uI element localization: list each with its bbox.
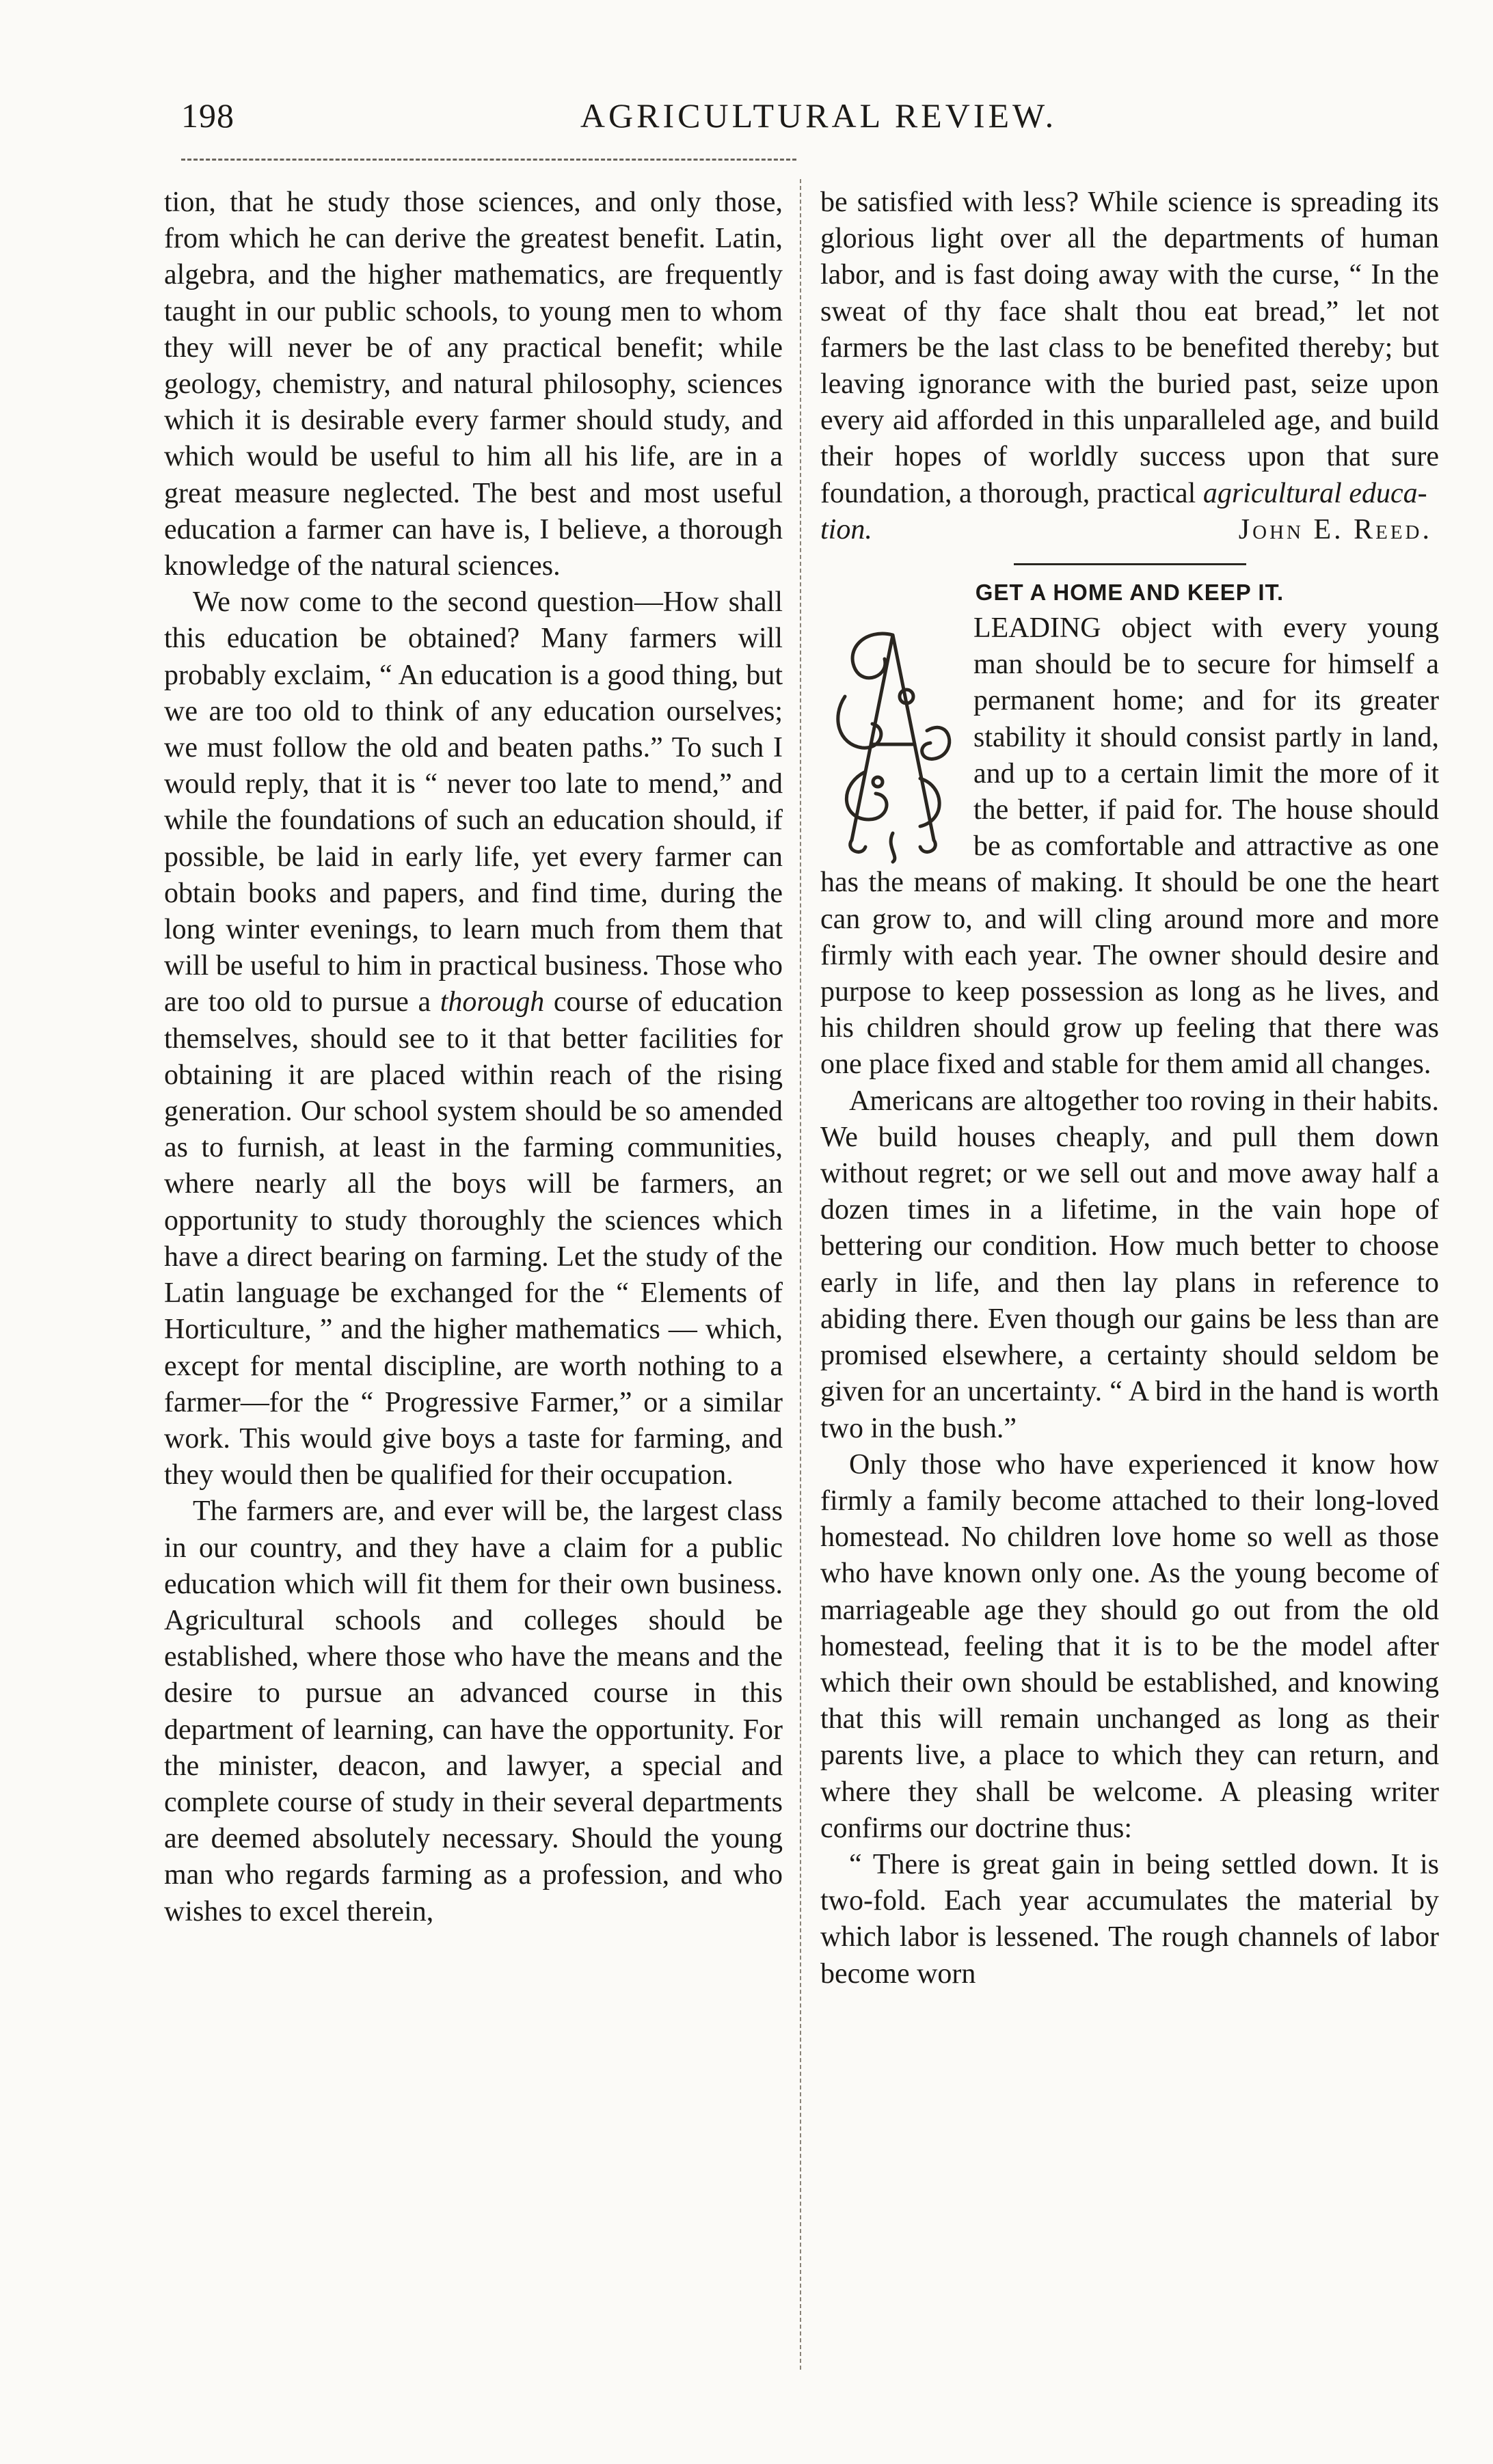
italic-tion: tion. xyxy=(820,513,872,545)
right-paragraph-1 xyxy=(820,185,1439,512)
left-column xyxy=(164,185,783,1930)
column-divider xyxy=(800,179,801,2370)
right-column xyxy=(820,185,1439,1992)
header-rule xyxy=(181,159,796,161)
left-paragraph-2-text-a: We now come to the second question—How shall this education be obtained? Many farmers will probably exclaim, “ An education is a good thing, but we are too old to think of any education ourselves; we must follow the old and beaten paths.” To such I would reply, that it is “ never too late to mend,” and while the foundations of such an education should, if possible, be laid in early life, yet every farmer can obtain books and papers, and find time, during the long winter evenings, to learn much from them that will be useful to him in practical business. Those who are too old to pursue a xyxy=(164,586,783,1018)
right-paragraph-2: LEADING object with every young man should be to secure for himself a permanent home; and for its greater stability it should consist partly in land, and up to a certain limit the more of it the better, if paid for. The house should be as comfortable and attractive as one has the means of making. It should be one the heart can grow to, and will cling around more and more firmly with each year. The owner should desire and purpose to keep possession as long as he lives, and his children should grow up feeling that there was one place fixed and stable for them amid all changes. xyxy=(820,612,1439,1081)
section-divider xyxy=(1014,563,1246,565)
page-number: 198 xyxy=(181,96,234,135)
left-paragraph-3: The farmers are, and ever will be, the largest class in our country, and they have a claim for a public education which will fit them for their own business. Agricultural schools and colleges should be established, where those who have the means and the desire to pursue an advanced course in this department of learning, can have the opportunity. For the minister, deacon, and lawyer, a special and complete course of study in their several departments are deemed absolutely necessary. Should the young man who regards farming as a profession, and who wishes to excel therein, xyxy=(164,1495,783,1927)
italic-thorough: thorough xyxy=(440,986,545,1018)
right-paragraph-3: Americans are altogether too roving in their habits. We build houses cheaply, and pull them down without regret; or we sell out and move away half a dozen times in a lifetime, in the vain hope of bettering our condition. How much better to choose early in life, and then lay plans in reference to abiding there. Even though our gains be less than are promised elsewhere, a certainty should seldom be given for an uncertainty. “ A bird in the hand is worth two in the bush.” xyxy=(820,1085,1439,1444)
left-paragraph-2 xyxy=(164,584,783,1493)
ornamental-letter-a-icon xyxy=(824,614,961,864)
section-title: GET A HOME AND KEEP IT. xyxy=(975,580,1284,606)
signature-line xyxy=(820,512,1439,548)
left-paragraph-1: tion, that he study those sciences, and only those, from which he can derive the greatest benefit. Latin, algebra, and the higher mathematics, are frequently taught in our public schools, to young men to whom they will never be of any practical benefit; while geology, chemistry, and natural philosophy, sciences which it is desirable every farmer should study, and which would be useful to him all his life, are in a great measure neglected. The best and most useful education a farmer can have is, I believe, a thorough knowledge of the natural sciences. xyxy=(164,187,783,582)
article-body xyxy=(820,610,1439,1992)
author-signature: John E. Reed. xyxy=(1238,513,1432,545)
right-paragraph-5: “ There is great gain in being settled down. It is two-fold. Each year accumulates the material by which labor is lessened. The rough channels of labor become worn xyxy=(820,1848,1439,1990)
right-paragraph-1-text: be satisfied with less? While science is spreading its glorious light over all the departments of human labor, and is fast doing away with the curse, “ In the sweat of thy face shalt thou eat bread,” let not farmers be the last class to be benefited thereby; but leaving ignorance with the buried past, seize upon every aid afforded in this unparalleled age, and build their hopes of worldly success upon that sure foundation, a thorough, practical xyxy=(820,187,1439,509)
page-header xyxy=(181,96,1456,144)
running-title: AGRICULTURAL REVIEW. xyxy=(580,96,1058,135)
right-paragraph-4: Only those who have experienced it know how firmly a family become attached to their long-loved homestead. No children love home so well as those who have known only one. As the young become of marriageable age they should go out from the old homestead, feeling that it is to be the model after which their own should be established, and knowing that this will remain unchanged as long as their parents live, a place to which they can return, and where they shall be welcome. A pleasing writer confirms our doctrine thus: xyxy=(820,1448,1439,1844)
left-paragraph-2-text-b: course of education themselves, should see to it that better facilities for obtaining it are placed within reach of the rising generation. Our school system should be so amended as to furnish, at least in the farming communities, where nearly all the boys will be farmers, an opportunity to study thoroughly the sciences which have a direct bearing on farming. Let the study of the Latin language be exchanged for the “ Elements of Horticulture, ” and the higher mathematics — which, except for mental discipline, are worth nothing to a farmer—for the “ Progressive Farmer,” or a similar work. This would give boys a taste for farming, and they would then be qualified for their occupation. xyxy=(164,986,783,1491)
italic-agricultural-education: agricultural educa- xyxy=(1202,477,1427,509)
ornamental-dropcap xyxy=(824,614,961,864)
